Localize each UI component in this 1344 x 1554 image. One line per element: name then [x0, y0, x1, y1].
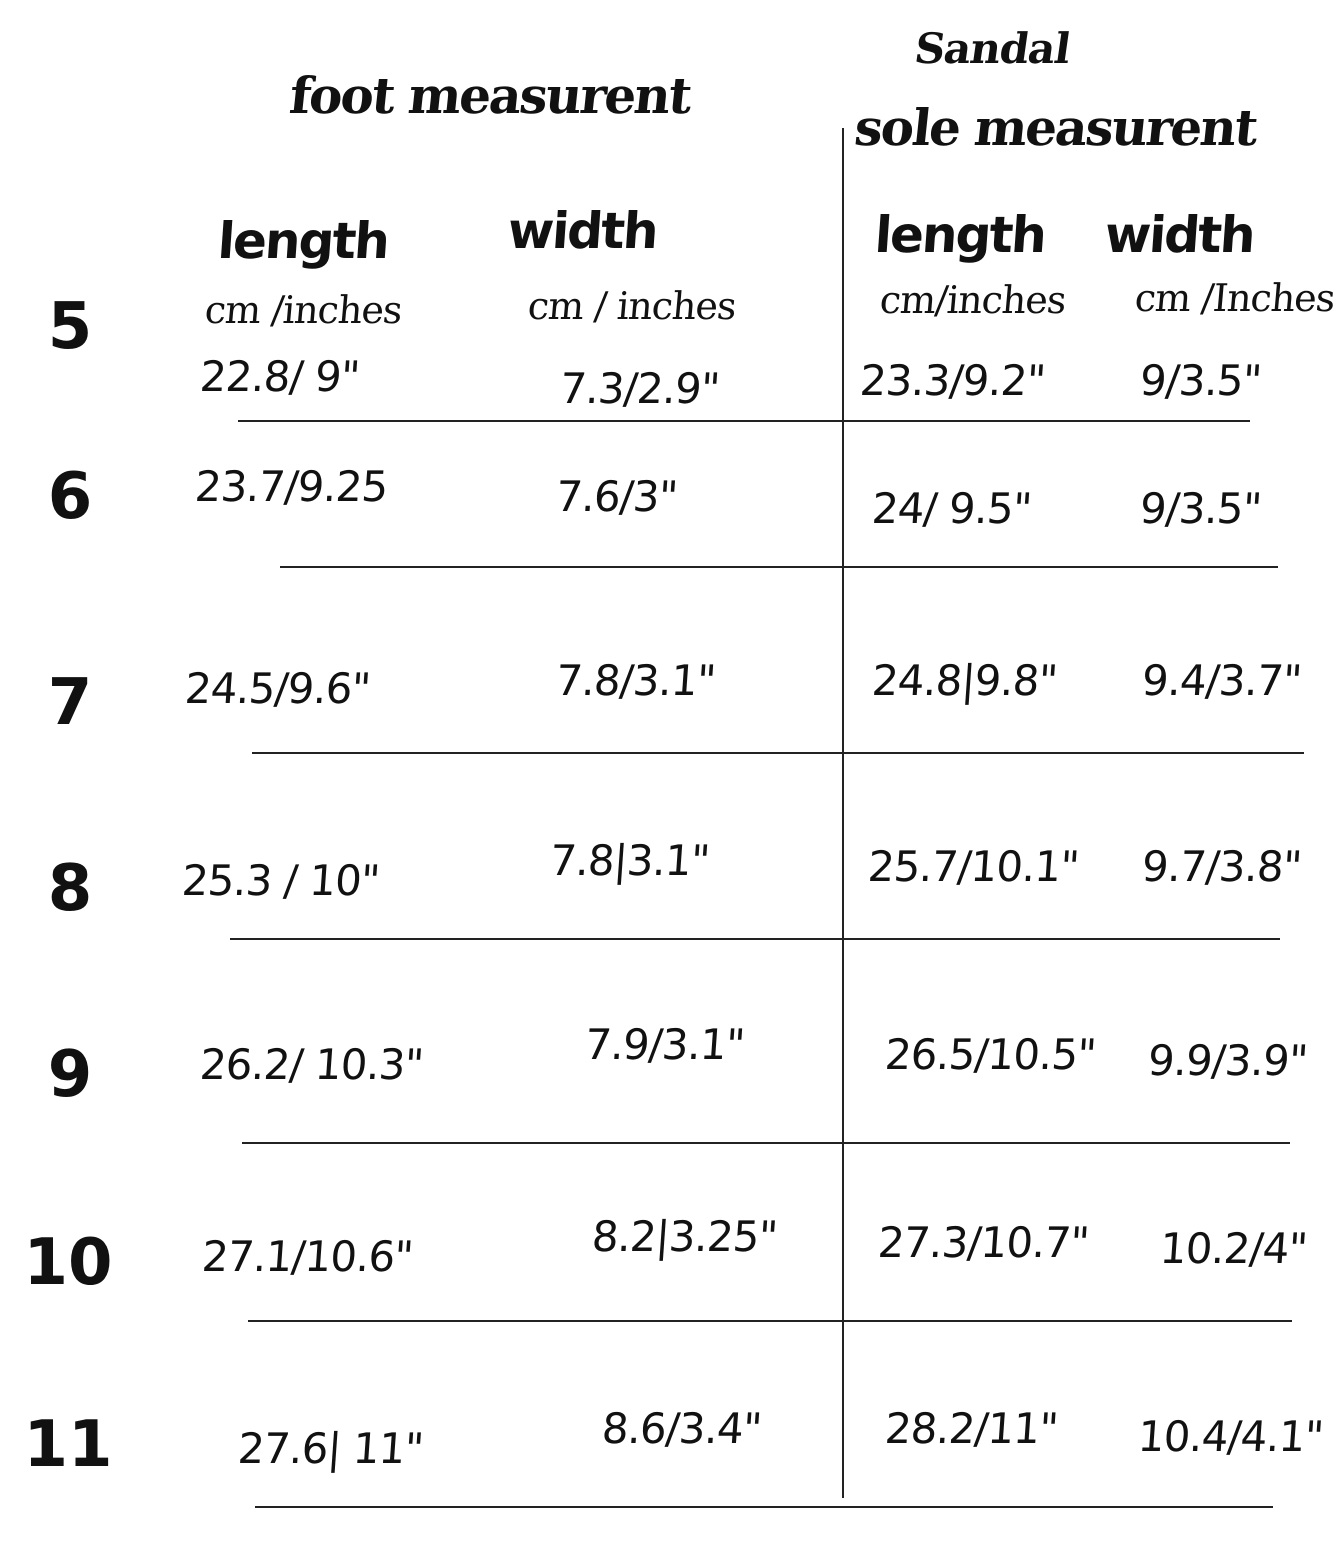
foot-measurement-header: foot measurent [286, 66, 694, 125]
foot-length-value: 22.8/ 9" [198, 352, 361, 401]
foot-width-value: 8.2|3.25" [590, 1212, 779, 1261]
sole-length-value: 25.7/10.1" [866, 842, 1081, 891]
size-label: 7 [47, 666, 93, 740]
sole-width-value: 9.7/3.8" [1140, 842, 1303, 891]
sandal-header-line1: Sandal [911, 24, 1074, 73]
size-label: 10 [23, 1226, 113, 1300]
sole-length-value: 28.2/11" [883, 1404, 1060, 1453]
sole-width-value: 9/3.5" [1138, 356, 1263, 405]
size-label: 9 [47, 1038, 93, 1112]
foot-length-units: cm /inches [203, 288, 404, 332]
foot-width-value: 7.8/3.1" [554, 656, 717, 705]
sandal-header-line2: sole measurent [851, 98, 1260, 157]
row-rule [255, 1506, 1273, 1508]
row-rule [252, 752, 1304, 754]
sole-length-value: 27.3/10.7" [876, 1218, 1091, 1267]
foot-width-header: width [505, 202, 659, 260]
foot-width-value: 7.9/3.1" [583, 1020, 746, 1069]
sole-length-value: 24/ 9.5" [870, 484, 1033, 533]
foot-length-value: 27.1/10.6" [200, 1232, 415, 1281]
foot-width-value: 8.6/3.4" [600, 1404, 763, 1453]
sole-length-value: 24.8|9.8" [870, 656, 1059, 705]
foot-width-value: 7.6/3" [554, 472, 679, 521]
foot-width-value: 7.3/2.9" [558, 364, 721, 413]
foot-length-header: length [215, 212, 390, 270]
sole-width-value: 10.2/4" [1158, 1224, 1309, 1273]
foot-width-units: cm / inches [526, 284, 738, 328]
foot-length-value: 25.3 / 10" [180, 856, 381, 905]
foot-width-value: 7.8|3.1" [548, 836, 711, 885]
sole-length-value: 23.3/9.2" [858, 356, 1047, 405]
section-divider [842, 128, 844, 1498]
sole-width-value: 10.4/4.1" [1136, 1412, 1325, 1461]
sole-length-value: 26.5/10.5" [883, 1030, 1098, 1079]
sole-width-units: cm /Inches [1133, 276, 1337, 320]
sole-length-units: cm/inches [878, 278, 1068, 322]
sole-length-header: length [872, 206, 1047, 264]
sole-width-value: 9/3.5" [1138, 484, 1263, 533]
row-rule [248, 1320, 1292, 1322]
size-label: 11 [23, 1408, 113, 1482]
foot-length-value: 27.6| 11" [236, 1424, 425, 1473]
row-rule [238, 420, 1250, 422]
foot-length-value: 23.7/9.25 [193, 462, 389, 511]
sole-width-value: 9.9/3.9" [1146, 1036, 1309, 1085]
sole-width-value: 9.4/3.7" [1140, 656, 1303, 705]
size-label: 6 [47, 460, 93, 534]
row-rule [280, 566, 1278, 568]
foot-length-value: 24.5/9.6" [183, 664, 372, 713]
sole-width-header: width [1102, 206, 1256, 264]
row-rule [242, 1142, 1290, 1144]
row-rule [230, 938, 1280, 940]
foot-length-value: 26.2/ 10.3" [198, 1040, 425, 1089]
size-label: 5 [47, 290, 93, 364]
size-label: 8 [47, 852, 93, 926]
